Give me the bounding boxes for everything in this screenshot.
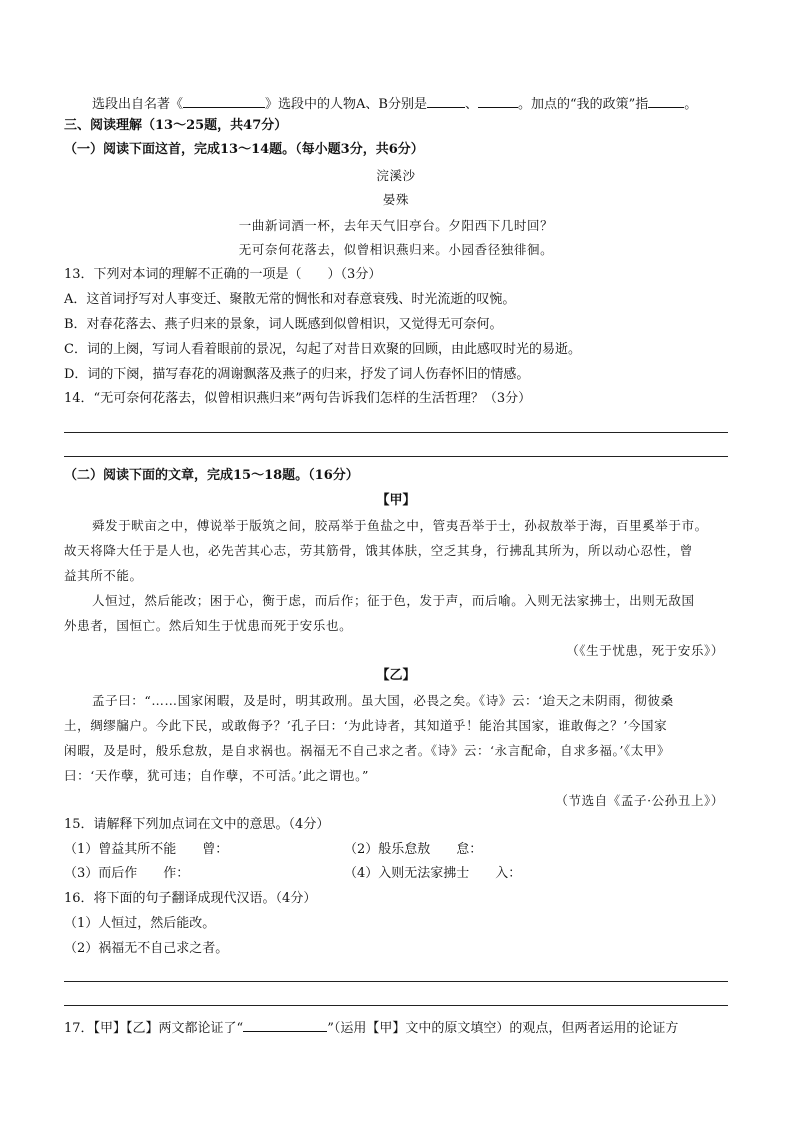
q16-item-2: （2）祸福无不自己求之者。 (64, 941, 229, 956)
q12-blank-policy[interactable] (648, 94, 684, 108)
q17-stem: 17．【甲】【乙】两文都论证了“ ”（运用【甲】文中的原文填空）的观点，但两者运用的论证方 (64, 1018, 678, 1037)
q12-blank-b[interactable] (478, 94, 518, 108)
q12-fill-line: 选段出自名著《 》选段中的人物A、B分别是 、 。加点的“我的政策”指 。 (92, 94, 697, 113)
q15-item-3: （3）而后作 作： (64, 866, 190, 881)
q16-stem: 16．将下面的句子翻译成现代汉语。（4分） (64, 891, 317, 906)
q13-option-d[interactable]: D．词的下阕，描写春花的凋谢飘落及燕子的归来，抒发了词人伤春怀旧的情感。 (64, 367, 530, 382)
q16-item-1: （1）人恒过，然后能改。 (64, 916, 216, 931)
jia-p2-line2: 外患者，国恒亡。然后知生于忧患而死于安乐也。 (64, 618, 353, 633)
yi-line2: 土，绸缪牖户。今此下民，或敢侮予？’孔子曰：‘为此诗者，其知道乎！能治其国家，谁敢侮之？’今国家 (64, 718, 668, 733)
yi-source: （节选自《孟子·公孙丑上》） (555, 793, 724, 808)
jia-p1-line1: 舜发于畎亩之中，傅说举于版筑之间，胶鬲举于鱼盐之中，管夷吾举于士，孙叔敖举于海，百里奚举于市。 (92, 518, 708, 533)
q16-answer-line-1[interactable] (64, 981, 728, 982)
q15-item-1: （1）曾益其所不能 曾： (64, 842, 229, 857)
poem-line-2: 无可奈何花落去，似曾相识燕归来。小园香径独徘徊。 (238, 242, 554, 257)
q13-stem: 13．下列对本词的理解不正确的一项是（ ）（3分） (64, 267, 382, 282)
q15-stem: 15．请解释下列加点词在文中的意思。（4分） (64, 817, 330, 832)
jia-p2-line1: 人恒过，然后能改；困于心，衡于虑，而后作；征于色，发于声，而后喻。入则无法家拂士，出则无敌国 (92, 593, 695, 608)
yi-line1: 孟子曰：“……国家闲暇，及是时，明其政刑。虽大国，必畏之矣。《诗》云：‘迨天之未阴雨，彻彼桑 (92, 693, 674, 708)
yi-line3: 闲暇，及是时，般乐怠敖，是自求祸也。祸福无不自己求之者。《诗》云：‘永言配命，自求多福。’《太甲》 (64, 743, 671, 758)
poem-author: 晏殊 (382, 192, 410, 207)
q15-item-2: （2）般乐怠敖 怠： (344, 842, 483, 857)
poem-title: 浣溪沙 (376, 168, 416, 183)
q16-answer-line-2[interactable] (64, 1005, 728, 1006)
q12-blank-a[interactable] (427, 94, 465, 108)
jia-label: 【甲】 (376, 493, 416, 508)
part1-heading: （一）阅读下面这首，完成13～14题。（每小题3分，共6分） (64, 142, 424, 157)
part2-heading: （二）阅读下面的文章，完成15～18题。（16分） (64, 468, 359, 483)
jia-source: （《生于忧患，死于安乐》） (566, 643, 724, 658)
q13-option-c[interactable]: C．词的上阕，写词人看着眼前的景况，勾起了对昔日欢聚的回顾，由此感叹时光的易逝。 (64, 342, 581, 357)
q14-stem: 14．“无可奈何花落去，似曾相识燕归来”两句告诉我们怎样的生活哲理？（3分） (64, 391, 532, 406)
q17-blank[interactable] (243, 1018, 327, 1032)
q13-option-a[interactable]: A．这首词抒写对人事变迁、聚散无常的惆怅和对春意衰残、时光流逝的叹惋。 (64, 292, 516, 307)
jia-p1-line3: 益其所不能。 (64, 568, 143, 583)
section3-heading: 三、阅读理解（13～25题，共47分） (64, 118, 288, 133)
yi-line4: 曰：‘天作孽，犹可违；自作孽，不可活。’此之谓也。” (64, 768, 369, 783)
q14-answer-line-2[interactable] (64, 456, 728, 457)
q13-option-b[interactable]: B．对春花落去、燕子归来的景象，词人既感到似曾相识，又觉得无可奈何。 (64, 317, 503, 332)
yi-label: 【乙】 (376, 668, 416, 683)
poem-line-1: 一曲新词酒一杯，去年天气旧亭台。夕阳西下几时回？ (238, 218, 554, 233)
q14-answer-line-1[interactable] (64, 432, 728, 433)
jia-p1-line2: 故天将降大任于是人也，必先苦其心志，劳其筋骨，饿其体肤，空乏其身，行拂乱其所为，所以动心忍性，曾 (64, 543, 693, 558)
q15-item-4: （4）入则无法家拂士 入： (344, 866, 522, 881)
q12-blank-book[interactable] (183, 94, 265, 108)
